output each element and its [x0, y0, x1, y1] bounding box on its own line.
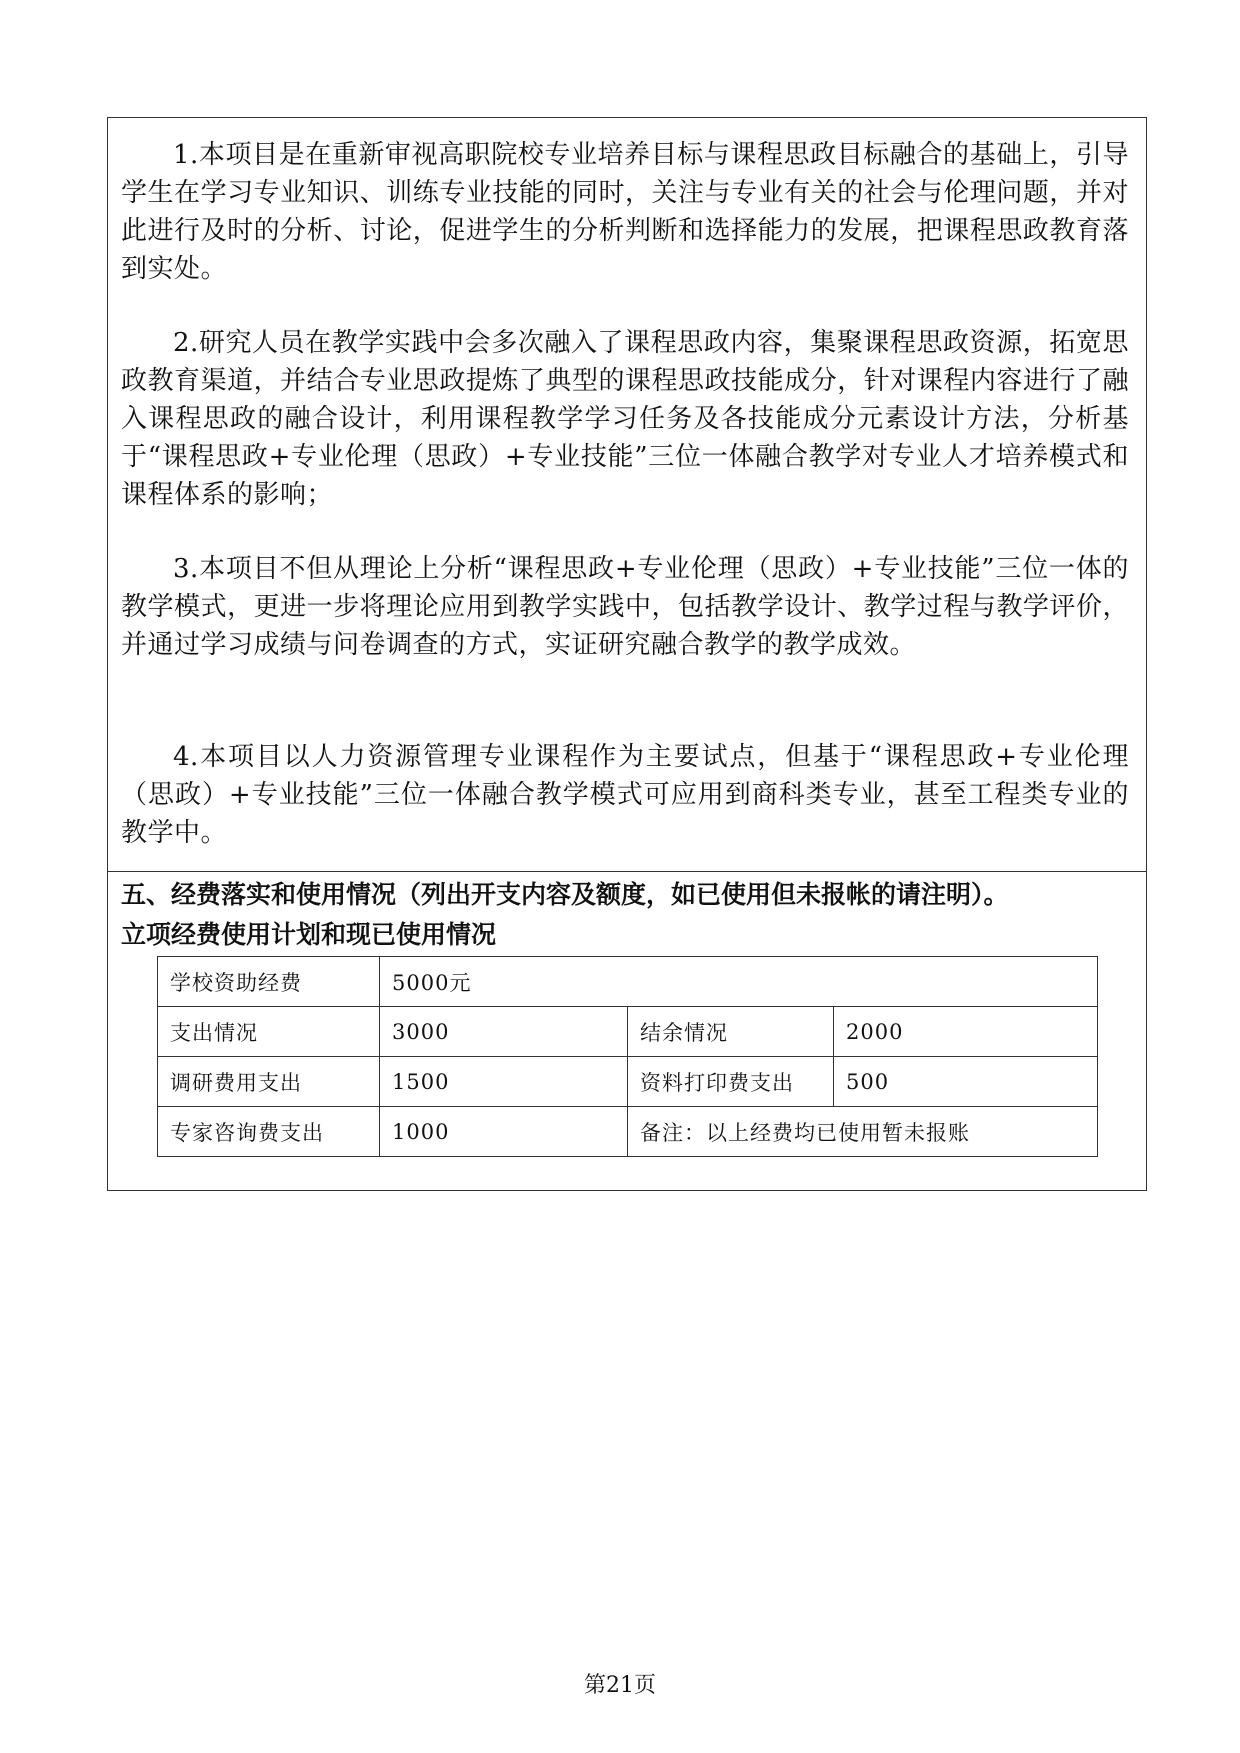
section-5-heading: 五、经费落实和使用情况（列出开支内容及额度，如已使用但未报帐的请注明）。 [121, 880, 1009, 909]
funds-table [157, 956, 1098, 1157]
balance-value: 2000 [834, 1007, 1098, 1057]
paragraph-4: 4.本项目以人力资源管理专业课程作为主要试点，但基于“课程思政+专业伦理（思政）+专业技能”三位一体融合教学模式可应用到商科类专业，甚至工程类专业的教学中。 [121, 742, 1129, 848]
results-section [108, 118, 1146, 872]
table-row [158, 1107, 1098, 1157]
paragraph-2: 2.研究人员在教学实践中会多次融入了课程思政内容，集聚课程思政资源，拓宽思政教育渠道，并结合专业思政提炼了典型的课程思政技能成分，针对课程内容进行了融入课程思政的融合设计，利用课程教学学习任务及各技能成分元素设计方法，分析基于“课程思政+专业伦理（思政）+专业技能”三位一体融合教学对专业人才培养模式和课程体系的影响； [121, 328, 1129, 510]
school-funding-label: 学校资助经费 [158, 957, 380, 1007]
consult-value: 1000 [380, 1107, 628, 1157]
expense-value: 3000 [380, 1007, 628, 1057]
paragraph-3: 3.本项目不但从理论上分析“课程思政+专业伦理（思政）+专业技能”三位一体的教学模式，更进一步将理论应用到教学实践中，包括教学设计、教学过程与教学评价，并通过学习成绩与问卷调查的方式，实证研究融合教学的教学成效。 [121, 554, 1129, 660]
consult-label: 专家咨询费支出 [158, 1107, 380, 1157]
balance-label: 结余情况 [628, 1007, 834, 1057]
section-5-subheading: 立项经费使用计划和现已使用情况 [121, 920, 497, 949]
research-value: 1500 [380, 1057, 628, 1107]
table-row [158, 957, 1098, 1007]
page-number: 第21页 [584, 1673, 656, 1698]
expense-label: 支出情况 [158, 1007, 380, 1057]
printing-value: 500 [834, 1057, 1098, 1107]
school-funding-value: 5000元 [380, 957, 1098, 1007]
table-row [158, 1057, 1098, 1107]
funds-note: 备注：以上经费均已使用暂未报账 [628, 1107, 1098, 1157]
table-row [158, 1007, 1098, 1057]
research-label: 调研费用支出 [158, 1057, 380, 1107]
paragraph-1: 1.本项目是在重新审视高职院校专业培养目标与课程思政目标融合的基础上，引导学生在学习专业知识、训练专业技能的同时，关注与专业有关的社会与伦理问题，并对此进行及时的分析、讨论，促进学生的分析判断和选择能力的发展，把课程思政教育落到实处。 [121, 140, 1129, 284]
report-form-frame [107, 117, 1147, 1191]
printing-label: 资料打印费支出 [628, 1057, 834, 1107]
